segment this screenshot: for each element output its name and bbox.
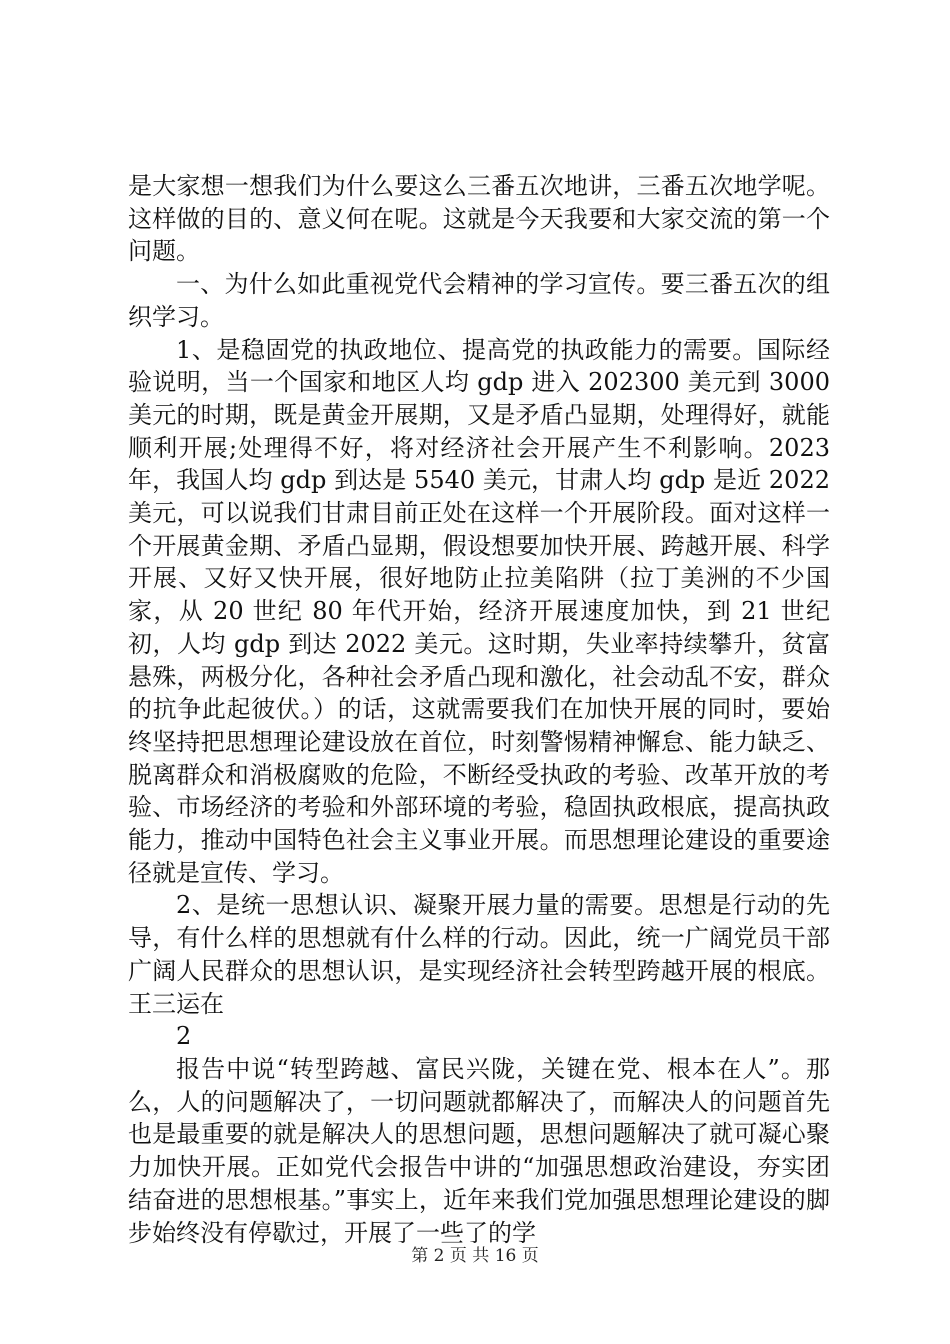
paragraph-point-2: 2、是统一思想认识、凝聚开展力量的需要。思想是行动的先导，有什么样的思想就有什么样的行动。因此，统一广阔党员干部广阔人民群众的思想认识，是实现经济社会转型跨越开展的根底。王三运在 [128,891,830,1018]
section-heading-1: 一、为什么如此重视党代会精神的学习宣传。要三番五次的组织学习。 [128,270,830,331]
inline-page-number: 2 [176,1022,192,1051]
page-footer [0,1245,950,1267]
page-number-label: 第 2 页 共 16 页 [411,1246,539,1266]
document-body [128,170,830,1249]
paragraph-point-1: 1、是稳固党的执政地位、提高党的执政能力的需要。国际经验说明，当一个国家和地区人均 gdp 进入 202300 美元到 3000 美元的时期，既是黄金开展期，又是矛盾凸显期，处理得好，就能顺利开展;处理得不好，将对经济社会开展产生不利影响。2023 年，我国人均 gdp 到达是 5540 美元，甘肃人均 gdp 是近 2022 美元，可以说我们甘肃目前正处在这样一个开展阶段。面对这样一个开展黄金期、矛盾凸显期，假设想要加快开展、跨越开展、科学开展、又好又快开展，很好地防止拉美陷阱（拉丁美洲的不少国家，从 20 世纪 80 年代开始，经济开展速度加快，到 21 世纪初，人均 gdp 到达 2022 美元。这时期，失业率持续攀升，贫富悬殊，两极分化，各种社会矛盾凸现和激化，社会动乱不安，群众的抗争此起彼伏。）的话，这就需要我们在加快开展的同时，要始终坚持把思想理论建设放在首位，时刻警惕精神懈怠、能力缺乏、脱离群众和消极腐败的危险，不断经受执政的考验、改革开放的考验、市场经济的考验和外部环境的考验，稳固执政根底，提高执政能力，推动中国特色社会主义事业开展。而思想理论建设的重要途径就是宣传、学习。 [128,335,830,887]
paragraph-report-quote: 报告中说“转型跨越、富民兴陇，关键在党、根本在人”。那么，人的问题解决了，一切问题就都解决了，而解决人的问题首先也是最重要的就是解决人的思想问题，思想问题解决了就可凝心聚力加快开展。正如党代会报告中讲的“加强思想政治建设，夯实团结奋进的思想根基。”事实上，近年来我们党加强思想理论建设的脚步始终没有停歇过，开展了一些了的学 [128,1054,830,1247]
paragraph-intro: 是大家想一想我们为什么要这么三番五次地讲，三番五次地学呢。这样做的目的、意义何在呢。这就是今天我要和大家交流的第一个问题。 [128,172,830,266]
